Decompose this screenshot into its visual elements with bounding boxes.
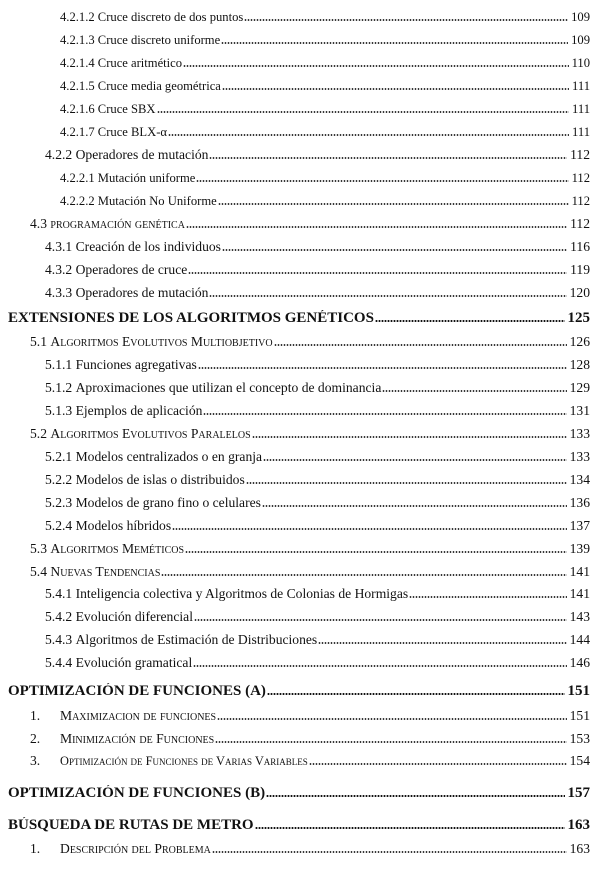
entry-title: Cruce SBX xyxy=(97,102,156,116)
entry-page: 133 xyxy=(569,426,590,441)
entry-number: 5.2.1 xyxy=(45,449,73,464)
entry-number: 4.2.2.2 xyxy=(60,194,95,208)
dot-leader xyxy=(157,111,570,113)
dot-leader xyxy=(274,344,567,346)
toc-entry-5-2-2 xyxy=(45,472,590,488)
entry-number: 1. xyxy=(30,841,41,856)
toc-entry-5-3 xyxy=(30,541,590,557)
entry-title: Cruce aritmético xyxy=(97,56,183,70)
entry-number: 2. xyxy=(30,731,41,746)
entry-number: 4.2.1.7 xyxy=(60,125,95,139)
entry-title: Optimización de Funciones de Varias Variables xyxy=(60,754,308,768)
dot-leader xyxy=(172,528,566,530)
dot-leader xyxy=(252,436,567,438)
entry-page: 131 xyxy=(569,403,590,418)
chapter-title: OPTIMIZACIÓN DE FUNCIONES (B) xyxy=(8,785,266,801)
entry-number: 4.3.2 xyxy=(45,262,73,277)
dot-leader xyxy=(222,249,567,251)
toc-entry-5-2-3 xyxy=(45,495,590,511)
dot-leader xyxy=(183,65,568,67)
entry-number: 4.2.2.1 xyxy=(60,171,95,185)
entry-page: 111 xyxy=(572,125,590,139)
entry-title: Operadores de mutación xyxy=(75,285,209,300)
toc-entry-5-4-3 xyxy=(45,632,590,648)
chapter-title: BÚSQUEDA DE RUTAS DE METRO xyxy=(8,817,254,833)
entry-title: Cruce media geométrica xyxy=(97,79,221,93)
entry-page: 112 xyxy=(570,147,590,162)
entry-page: 151 xyxy=(569,708,590,723)
toc-entry-4-2-1-5 xyxy=(60,79,590,94)
dot-leader xyxy=(185,551,567,553)
toc-entry-5-1-2 xyxy=(45,380,590,396)
entry-title: Modelos de grano fino o celulares xyxy=(75,495,261,510)
toc-entry-4-2-1-7 xyxy=(60,125,590,140)
toc-entry-4-3-1 xyxy=(45,239,590,255)
entry-page: 163 xyxy=(569,841,590,856)
entry-page: 141 xyxy=(569,564,590,579)
entry-title: Ejemplos de aplicación xyxy=(75,403,203,418)
entry-number: 4.2.1.2 xyxy=(60,10,95,24)
dot-leader xyxy=(266,795,564,797)
entry-page: 143 xyxy=(569,609,590,624)
entry-page: 110 xyxy=(571,56,590,70)
toc-entry-5-4-1 xyxy=(45,586,590,602)
entry-number: 5.4.4 xyxy=(45,655,73,670)
entry-number: 5.2 xyxy=(30,426,47,441)
dot-leader xyxy=(382,390,566,392)
entry-title: Algoritmos Evolutivos Multiobjetivo xyxy=(50,334,273,349)
toc-entry-5-1 xyxy=(30,334,590,350)
entry-page: 116 xyxy=(570,239,590,254)
dot-leader xyxy=(186,226,567,228)
dot-leader xyxy=(255,827,565,829)
dot-leader xyxy=(221,42,568,44)
toc-entry-4-3 xyxy=(30,216,590,232)
entry-title: Mutación uniforme xyxy=(97,171,196,185)
entry-title: Evolución diferencial xyxy=(75,609,193,624)
dot-leader xyxy=(161,574,566,576)
toc-entry-4-2-2-2 xyxy=(60,194,590,209)
toc-entry-5-4 xyxy=(30,564,590,580)
dot-leader xyxy=(375,320,565,322)
dot-leader xyxy=(218,203,569,205)
entry-number: 5.4.2 xyxy=(45,609,73,624)
entry-title: Minimización de Funciones xyxy=(60,731,215,746)
toc-chapter-optimizacion-b xyxy=(8,785,590,802)
entry-number: 4.3 xyxy=(30,216,47,231)
entry-title: Creación de los individuos xyxy=(75,239,221,254)
dot-leader xyxy=(188,272,567,274)
entry-number: 4.2.1.3 xyxy=(60,33,95,47)
entry-page: 128 xyxy=(569,357,590,372)
entry-title: Algoritmos de Estimación de Distribuciones xyxy=(75,632,318,647)
entry-title: Aproximaciones que utilizan el concepto de dominancia xyxy=(75,380,382,395)
entry-page: 112 xyxy=(571,171,590,185)
entry-number: 5.1 xyxy=(30,334,47,349)
dot-leader xyxy=(194,619,567,621)
dot-leader xyxy=(222,88,569,90)
entry-number: 4.2.1.6 xyxy=(60,102,95,116)
entry-page: 157 xyxy=(567,785,590,801)
entry-title: Modelos de islas o distribuidos xyxy=(75,472,245,487)
toc-entry-4-3-3 xyxy=(45,285,590,301)
toc-chapter-busqueda-rutas xyxy=(8,817,590,834)
toc-entry-5-1-1 xyxy=(45,357,590,373)
entry-page: 144 xyxy=(569,632,590,647)
entry-title: Algoritmos Meméticos xyxy=(50,541,185,556)
entry-title: Algoritmos Evolutivos Paralelos xyxy=(50,426,251,441)
entry-page: 119 xyxy=(570,262,590,277)
entry-title: Operadores de mutación xyxy=(75,147,209,162)
entry-page: 111 xyxy=(572,102,590,116)
entry-title: Modelos centralizados o en granja xyxy=(75,449,263,464)
entry-page: 126 xyxy=(569,334,590,349)
toc-entry-5-4-4 xyxy=(45,655,590,671)
entry-page: 112 xyxy=(571,194,590,208)
toc-entry-4-2-1-3 xyxy=(60,33,590,48)
toc-chapter-optimizacion-a xyxy=(8,683,590,700)
dot-leader xyxy=(193,665,566,667)
dot-leader xyxy=(217,718,567,720)
entry-title: Descripción del Problema xyxy=(60,841,211,856)
toc-entry-a-1 xyxy=(30,708,590,724)
toc-entry-5-2-1 xyxy=(45,449,590,465)
toc-entry-5-2-4 xyxy=(45,518,590,534)
toc-entry-4-2-2 xyxy=(45,147,590,163)
dot-leader xyxy=(409,596,566,598)
entry-number: 5.1.1 xyxy=(45,357,73,372)
entry-page: 120 xyxy=(569,285,590,300)
dot-leader xyxy=(203,413,566,415)
dot-leader xyxy=(318,642,566,644)
entry-page: 146 xyxy=(569,655,590,670)
entry-number: 5.1.3 xyxy=(45,403,73,418)
entry-page: 134 xyxy=(569,472,590,487)
entry-number: 5.2.2 xyxy=(45,472,73,487)
toc-entry-5-2 xyxy=(30,426,590,442)
entry-title: Cruce discreto de dos puntos xyxy=(97,10,244,24)
entry-title: Nuevas Tendencias xyxy=(50,564,161,579)
toc-entry-a-2 xyxy=(30,731,590,747)
toc-entry-5-4-2 xyxy=(45,609,590,625)
entry-page: 125 xyxy=(567,310,590,326)
toc-entry-4-2-1-6 xyxy=(60,102,590,117)
entry-page: 133 xyxy=(569,449,590,464)
entry-title: Operadores de cruce xyxy=(75,262,188,277)
entry-title: Cruce BLX-α xyxy=(97,125,167,139)
entry-number: 1. xyxy=(30,708,41,723)
entry-number: 3. xyxy=(30,753,41,768)
entry-page: 163 xyxy=(567,817,590,833)
entry-number: 4.2.1.4 xyxy=(60,56,95,70)
toc-entry-a-3 xyxy=(30,753,590,769)
entry-number: 5.4.1 xyxy=(45,586,73,601)
entry-page: 153 xyxy=(569,731,590,746)
dot-leader xyxy=(246,482,567,484)
entry-page: 137 xyxy=(569,518,590,533)
dot-leader xyxy=(212,851,567,853)
dot-leader xyxy=(262,505,567,507)
entry-page: 112 xyxy=(570,216,590,231)
entry-number: 5.3 xyxy=(30,541,47,556)
entry-page: 109 xyxy=(571,33,590,47)
entry-page: 154 xyxy=(569,753,590,768)
entry-number: 5.1.2 xyxy=(45,380,73,395)
entry-title: Funciones agregativas xyxy=(75,357,197,372)
entry-title: Cruce discreto uniforme xyxy=(97,33,221,47)
chapter-title: OPTIMIZACIÓN DE FUNCIONES (A) xyxy=(8,683,266,699)
entry-page: 141 xyxy=(569,586,590,601)
dot-leader xyxy=(267,693,565,695)
entry-page: 129 xyxy=(569,380,590,395)
entry-number: 5.4.3 xyxy=(45,632,73,647)
entry-page: 151 xyxy=(567,683,590,699)
entry-page: 136 xyxy=(569,495,590,510)
dot-leader xyxy=(168,134,569,136)
entry-number: 4.2.2 xyxy=(45,147,73,162)
chapter-title: EXTENSIONES DE LOS ALGORITMOS GENÉTICOS xyxy=(8,310,374,326)
toc-entry-4-3-2 xyxy=(45,262,590,278)
entry-number: 5.2.4 xyxy=(45,518,73,533)
entry-title: programación genética xyxy=(50,216,185,231)
entry-number: 5.2.3 xyxy=(45,495,73,510)
entry-title: Evolución gramatical xyxy=(75,655,193,670)
entry-title: Mutación No Uniforme xyxy=(97,194,217,208)
dot-leader xyxy=(309,763,567,765)
entry-page: 139 xyxy=(569,541,590,556)
dot-leader xyxy=(209,295,566,297)
entry-page: 109 xyxy=(571,10,590,24)
toc-entry-5-1-3 xyxy=(45,403,590,419)
toc-chapter-extensiones xyxy=(8,310,590,327)
entry-title: Inteligencia colectiva y Algoritmos de Colonias de Hormigas xyxy=(75,586,409,601)
entry-number: 4.2.1.5 xyxy=(60,79,95,93)
dot-leader xyxy=(244,19,568,21)
toc-entry-4-2-1-4 xyxy=(60,56,590,71)
dot-leader xyxy=(215,741,566,743)
dot-leader xyxy=(209,157,567,159)
toc-entry-4-2-2-1 xyxy=(60,171,590,186)
entry-title: Maximizacion de funciones xyxy=(60,708,217,723)
entry-number: 4.3.3 xyxy=(45,285,73,300)
entry-title: Modelos híbridos xyxy=(75,518,172,533)
toc-entry-4-2-1-2 xyxy=(60,10,590,25)
entry-number: 4.3.1 xyxy=(45,239,73,254)
dot-leader xyxy=(198,367,567,369)
entry-number: 5.4 xyxy=(30,564,47,579)
entry-page: 111 xyxy=(572,79,590,93)
toc-entry-metro-1 xyxy=(30,841,590,857)
dot-leader xyxy=(263,459,567,461)
dot-leader xyxy=(196,180,568,182)
